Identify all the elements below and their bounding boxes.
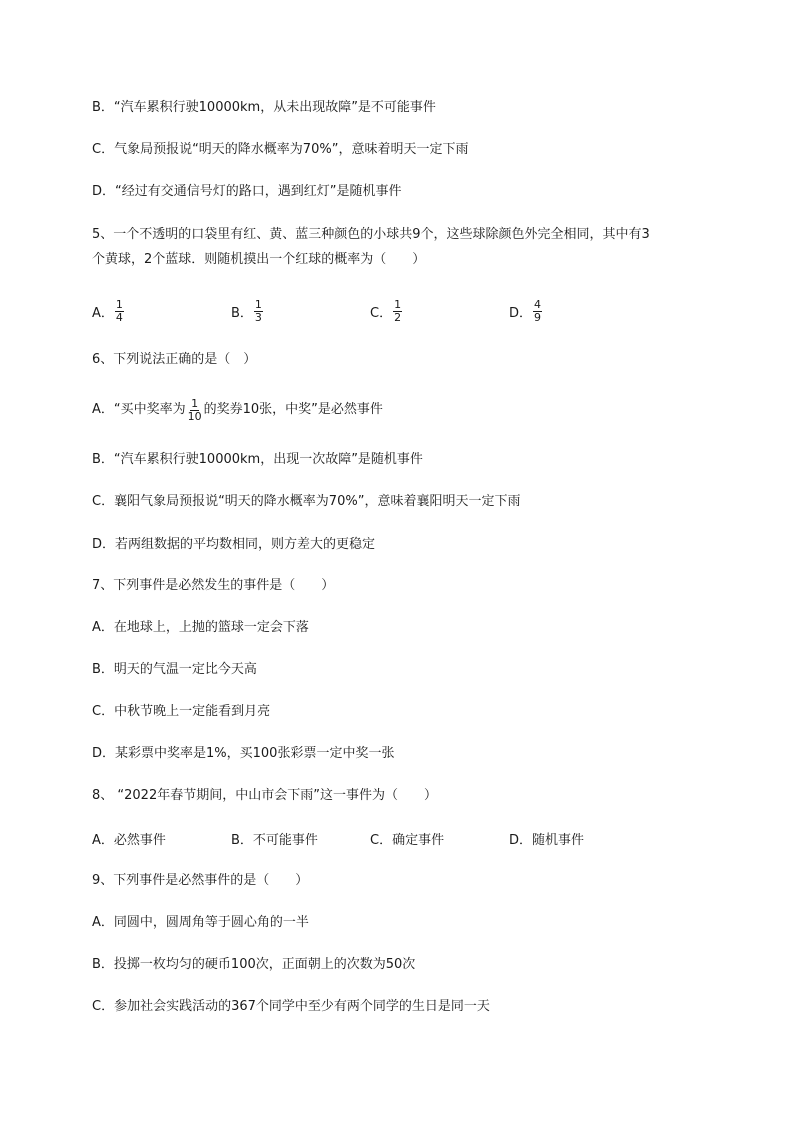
q6-option-a-denominator: 10 [187, 409, 202, 423]
q5-option-d [509, 293, 543, 329]
q5-option-d-fraction [533, 299, 542, 324]
q5-option-b-fraction [254, 299, 263, 324]
q5-option-c-numerator: 1 [394, 297, 402, 311]
q5-option-a-fraction [115, 299, 124, 324]
q8-options [92, 820, 712, 856]
q5-option-b [231, 293, 264, 329]
q5-option-c [370, 293, 403, 329]
q9-option-a: A．同圆中，圆周角等于圆心角的一半 [92, 915, 309, 930]
q6-stem: 6、下列说法正确的是（ ） [92, 352, 257, 367]
q8-option-a: A．必然事件 [92, 832, 166, 848]
q5-stem-line1: 5、一个不透明的口袋里有红、黄、蓝三种颜色的小球共9个，这些球除颜色外完全相同，其中有3 [92, 227, 650, 242]
q5-option-c-denominator: 2 [394, 310, 402, 324]
q8-option-b: B．不可能事件 [231, 832, 318, 848]
q5-option-a [92, 293, 125, 329]
q4-option-b: B．“汽车累积行驶10000km，从未出现故障”是不可能事件 [92, 100, 436, 115]
q6-option-a-numerator: 1 [191, 396, 199, 410]
q5-option-a-denominator: 4 [115, 310, 123, 324]
q7-option-a: A．在地球上，上抛的篮球一定会下落 [92, 620, 309, 635]
q5-option-b-numerator: 1 [254, 297, 262, 311]
q5-option-a-label: A． [92, 305, 114, 321]
q8-stem: 8、 “2022年春节期间，中山市会下雨”这一事件为（ ） [92, 788, 437, 803]
q5-option-d-label: D． [509, 305, 533, 321]
q5-options [92, 293, 712, 329]
q9-option-b: B．投掷一枚均匀的硬币100次，正面朝上的次数为50次 [92, 957, 416, 972]
q5-option-b-label: B． [231, 305, 253, 321]
q7-option-d: D．某彩票中奖率是1%，买100张彩票一定中奖一张 [92, 746, 395, 761]
q9-stem: 9、下列事件是必然事件的是（ ） [92, 873, 309, 888]
q5-option-b-denominator: 3 [254, 310, 262, 324]
q6-option-a-suffix: 的奖券10张，中奖”是必然事件 [203, 402, 383, 417]
q4-option-d: D．“经过有交通信号灯的路口，遇到红灯”是随机事件 [92, 184, 402, 199]
q5-option-d-denominator: 9 [534, 310, 542, 324]
q6-option-a-fraction [187, 398, 203, 423]
q6-option-a-prefix: A．“买中奖率为 [92, 402, 186, 417]
q5-stem-line2: 个黄球，2个蓝球．则随机摸出一个红球的概率为（ ） [92, 252, 426, 267]
q7-option-c: C．中秋节晚上一定能看到月亮 [92, 704, 271, 719]
q7-stem: 7、下列事件是必然发生的事件是（ ） [92, 578, 335, 593]
q8-option-d: D．随机事件 [509, 832, 585, 848]
q4-option-c: C．气象局预报说“明天的降水概率为70%”，意味着明天一定下雨 [92, 142, 469, 157]
q5-option-a-numerator: 1 [115, 297, 123, 311]
q8-option-c: C．确定事件 [370, 832, 445, 848]
q6-option-a [92, 392, 383, 428]
q5-option-c-label: C． [370, 305, 393, 321]
q5-option-d-numerator: 4 [534, 297, 542, 311]
q6-option-c: C．襄阳气象局预报说“明天的降水概率为70%”，意味着襄阳明天一定下雨 [92, 494, 521, 509]
q6-option-b: B．“汽车累积行驶10000km，出现一次故障”是随机事件 [92, 452, 423, 467]
q7-option-b: B．明天的气温一定比今天高 [92, 662, 257, 677]
q6-option-d: D．若两组数据的平均数相同，则方差大的更稳定 [92, 537, 376, 552]
q9-option-c: C．参加社会实践活动的367个同学中至少有两个同学的生日是同一天 [92, 999, 490, 1014]
q5-option-c-fraction [393, 299, 402, 324]
